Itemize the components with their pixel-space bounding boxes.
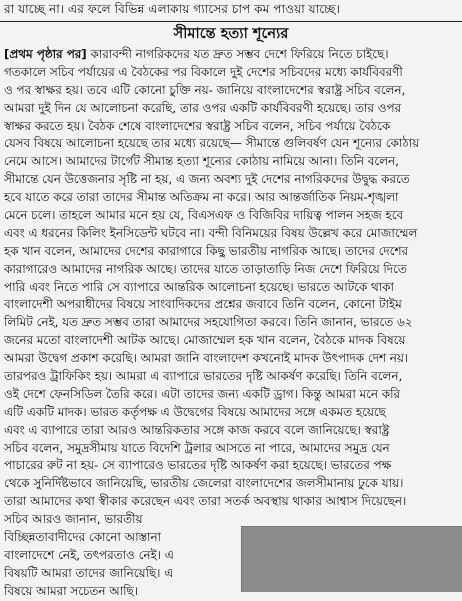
article-line: গতকালে সচিব পর্যায়ের এ বৈঠকের পর বিকালে দুই দেশের সচিবদের মধ্যে কার্যবিবরণী bbox=[4, 64, 403, 79]
article-line: ওই দেশে ফেনসিডিল তৈরি করে। এটা তাদের জন্য একটি ড্রাগ। কিন্তু আমরা মনে করি bbox=[4, 386, 401, 401]
article-line: তারা আমাদের কথা স্বীকার করেছেন এবং তারা সতর্ক অবস্থায় থাকার আশ্বাস দিয়েছেন। bbox=[4, 494, 407, 509]
article-line: বাংলাদেশী অপরাধীদের বিষয়ে সাংবাদিকদের প্রশ্নের জবাবে তিনি বলেন, কোনো টাইম bbox=[4, 297, 402, 312]
article-line: সীমান্তে যেন উত্তেজনার সৃষ্টি না হয়, এ জন্য অবশ্য দুই দেশের নাগরিকদের উদ্বুদ্ধ করতে bbox=[4, 172, 410, 187]
article-line: হক খান বলেন, আমাদের দেশের কারাগারে কিছু ভারতীয় নাগরিক আছে। তাদের দেশের bbox=[4, 243, 409, 258]
article-line: স্বাক্ষর করতে হয়। বৈঠক শেষে বাংলাদেশের স্বরাষ্ট্র সচিব বলেন, সচিব পর্যায়ে বৈঠকে bbox=[4, 118, 391, 133]
article-line: পারি এবং নিতে পারি সে ব্যাপারে আন্তরিক আলোচনা হয়েছে। ভারতে আটকে থাকা bbox=[4, 279, 394, 294]
article-line: এটি একটি মাদক। ভারত কর্তৃপক্ষ এ উদ্বেগের বিষয়ে আমাদের সঙ্গে একমত হয়েছে bbox=[4, 404, 386, 419]
article-line: লিমিট নেই, যত দ্রুত সম্ভব তারা আমাদের সহযোগিতা করবে। তিনি জানান, ভারতে ৬২ bbox=[4, 315, 413, 330]
article-headline: সীমান্তে হত্যা শূন্যের bbox=[173, 25, 289, 42]
article-line: এবং এ ধরনের কিলিং ইনসিডেন্ট ঘটবে না। বন্দী বিনিময়ের বিষয় উল্লেখ করে মোজাম্মেল bbox=[4, 225, 418, 240]
article-body bbox=[4, 46, 460, 601]
article-line: আমরা দুই দিন যে আলোচনা করেছি, তার ওপর একটি কার্যবিবরণী হয়েছে। তার ওপর bbox=[4, 100, 402, 115]
article-line: পাচারের রুট না হয়- সে ব্যাপারেও ভারতের দৃষ্টি আকর্ষণ করা হয়েছে। ভারতের পক্ষ bbox=[4, 458, 392, 473]
article-line: আমরা উদ্বেগ প্রকাশ করেছি। আমরা জানি বাংলাদেশ কখনোই মাদক উৎপাদক দেশ নয়। bbox=[4, 351, 409, 366]
article-line: কারাগারেও আমাদের নাগরিক আছে। তাদের যাতে তাড়াতাড়ি নিজ দেশে ফিরিয়ে দিতে bbox=[4, 261, 407, 276]
article-line: হবে যাতে করে তারা তাদের সীমান্ত অতিক্রম না করে। আর আন্তর্জাতিক নিয়ম-শৃঙ্খলা bbox=[4, 190, 399, 205]
article-narrow-line: বিষয়টি আমরা তাদের জানিয়েছি। এ bbox=[4, 565, 174, 580]
first-line-text: কারাবন্দী নাগরিকদের যত দ্রুত সম্ভব দেশে ফিরিয়ে নিতে চাইছে। bbox=[86, 47, 389, 61]
article-narrow-line: বিচ্ছিন্নতাবাদীদের কোনো আস্তানা bbox=[4, 530, 162, 545]
article-line: জনের মতো বাংলাদেশী আটক আছে। মোজাম্মেল হক খান বলেন, বৈঠকে মাদক বিষয়ে bbox=[4, 333, 406, 348]
article-narrow-line: বিষয়ে আমরা সচেতন আছি। bbox=[4, 583, 138, 598]
article-line: তারপরও ট্রাফিকিং হয়। আমরা এ ব্যাপারে ভারতের দৃষ্টি আকর্ষণ করেছি। তিনি বলেন, bbox=[4, 369, 403, 384]
article-line: থেকে সুনির্দিষ্টভাবে জানিয়েছি, ভারতীয় জেলেরা বাংলাদেশের জলসীমানায় ঢুকে যায়। bbox=[4, 476, 404, 491]
article-divider bbox=[0, 21, 462, 22]
article-first-line bbox=[4, 46, 460, 64]
continuation-tag: [প্রথম পৃষ্ঠার পর] bbox=[4, 47, 87, 61]
article-line: মেনে চলে। তাহলে আমার মনে হয় যে, বিএসএফ ও বিজিবির দায়িত্ব পালন সহজ হবে bbox=[4, 208, 404, 223]
article-line: নেমে আসে। আমাদের টার্গেট সীমান্ত হত্যা শূন্যের কোঠায় নামিয়ে আনা। তিনি বলেন, bbox=[4, 154, 399, 169]
article-line: ও পর স্বাক্ষর হয়। তবে এটি কোনো চুক্তি নয়- জানিয়ে বাংলাদেশের স্বরাষ্ট্র সচিব বলেন, bbox=[4, 82, 406, 97]
image-placeholder-box bbox=[241, 526, 462, 592]
article-narrow-line: বাংলাদেশে নেই, তৎপরতাও নেই। এ bbox=[4, 547, 174, 562]
article-line: এবং এ ব্যাপারে তারা আরও আন্তরিকতার সঙ্গে কাজ করবে বলে জানিয়েছে। স্বরাষ্ট্র bbox=[4, 422, 390, 437]
article-line: যেসব বিষয়ে আলোচনা হয়েছে তার মধ্যে রয়েছে— সীমান্তে গুলিবর্ষণ যেন শূন্যের কোঠায় bbox=[4, 136, 420, 151]
article-narrow-line: সচিব আরও জানান, ভারতীয় bbox=[4, 512, 143, 527]
article-line: সচিব বলেন, সমুদ্রসীমায় যাতে বিদেশি ট্রলার আসতে না পারে, আমাদের সমুদ্র যেন bbox=[4, 440, 390, 455]
previous-article-fragment: রা যাচ্ছে না। এর ফলে বিভিন্ন এলাকায় গ্যাসের চাপ কম পাওয়া যাচ্ছে। bbox=[4, 2, 341, 16]
